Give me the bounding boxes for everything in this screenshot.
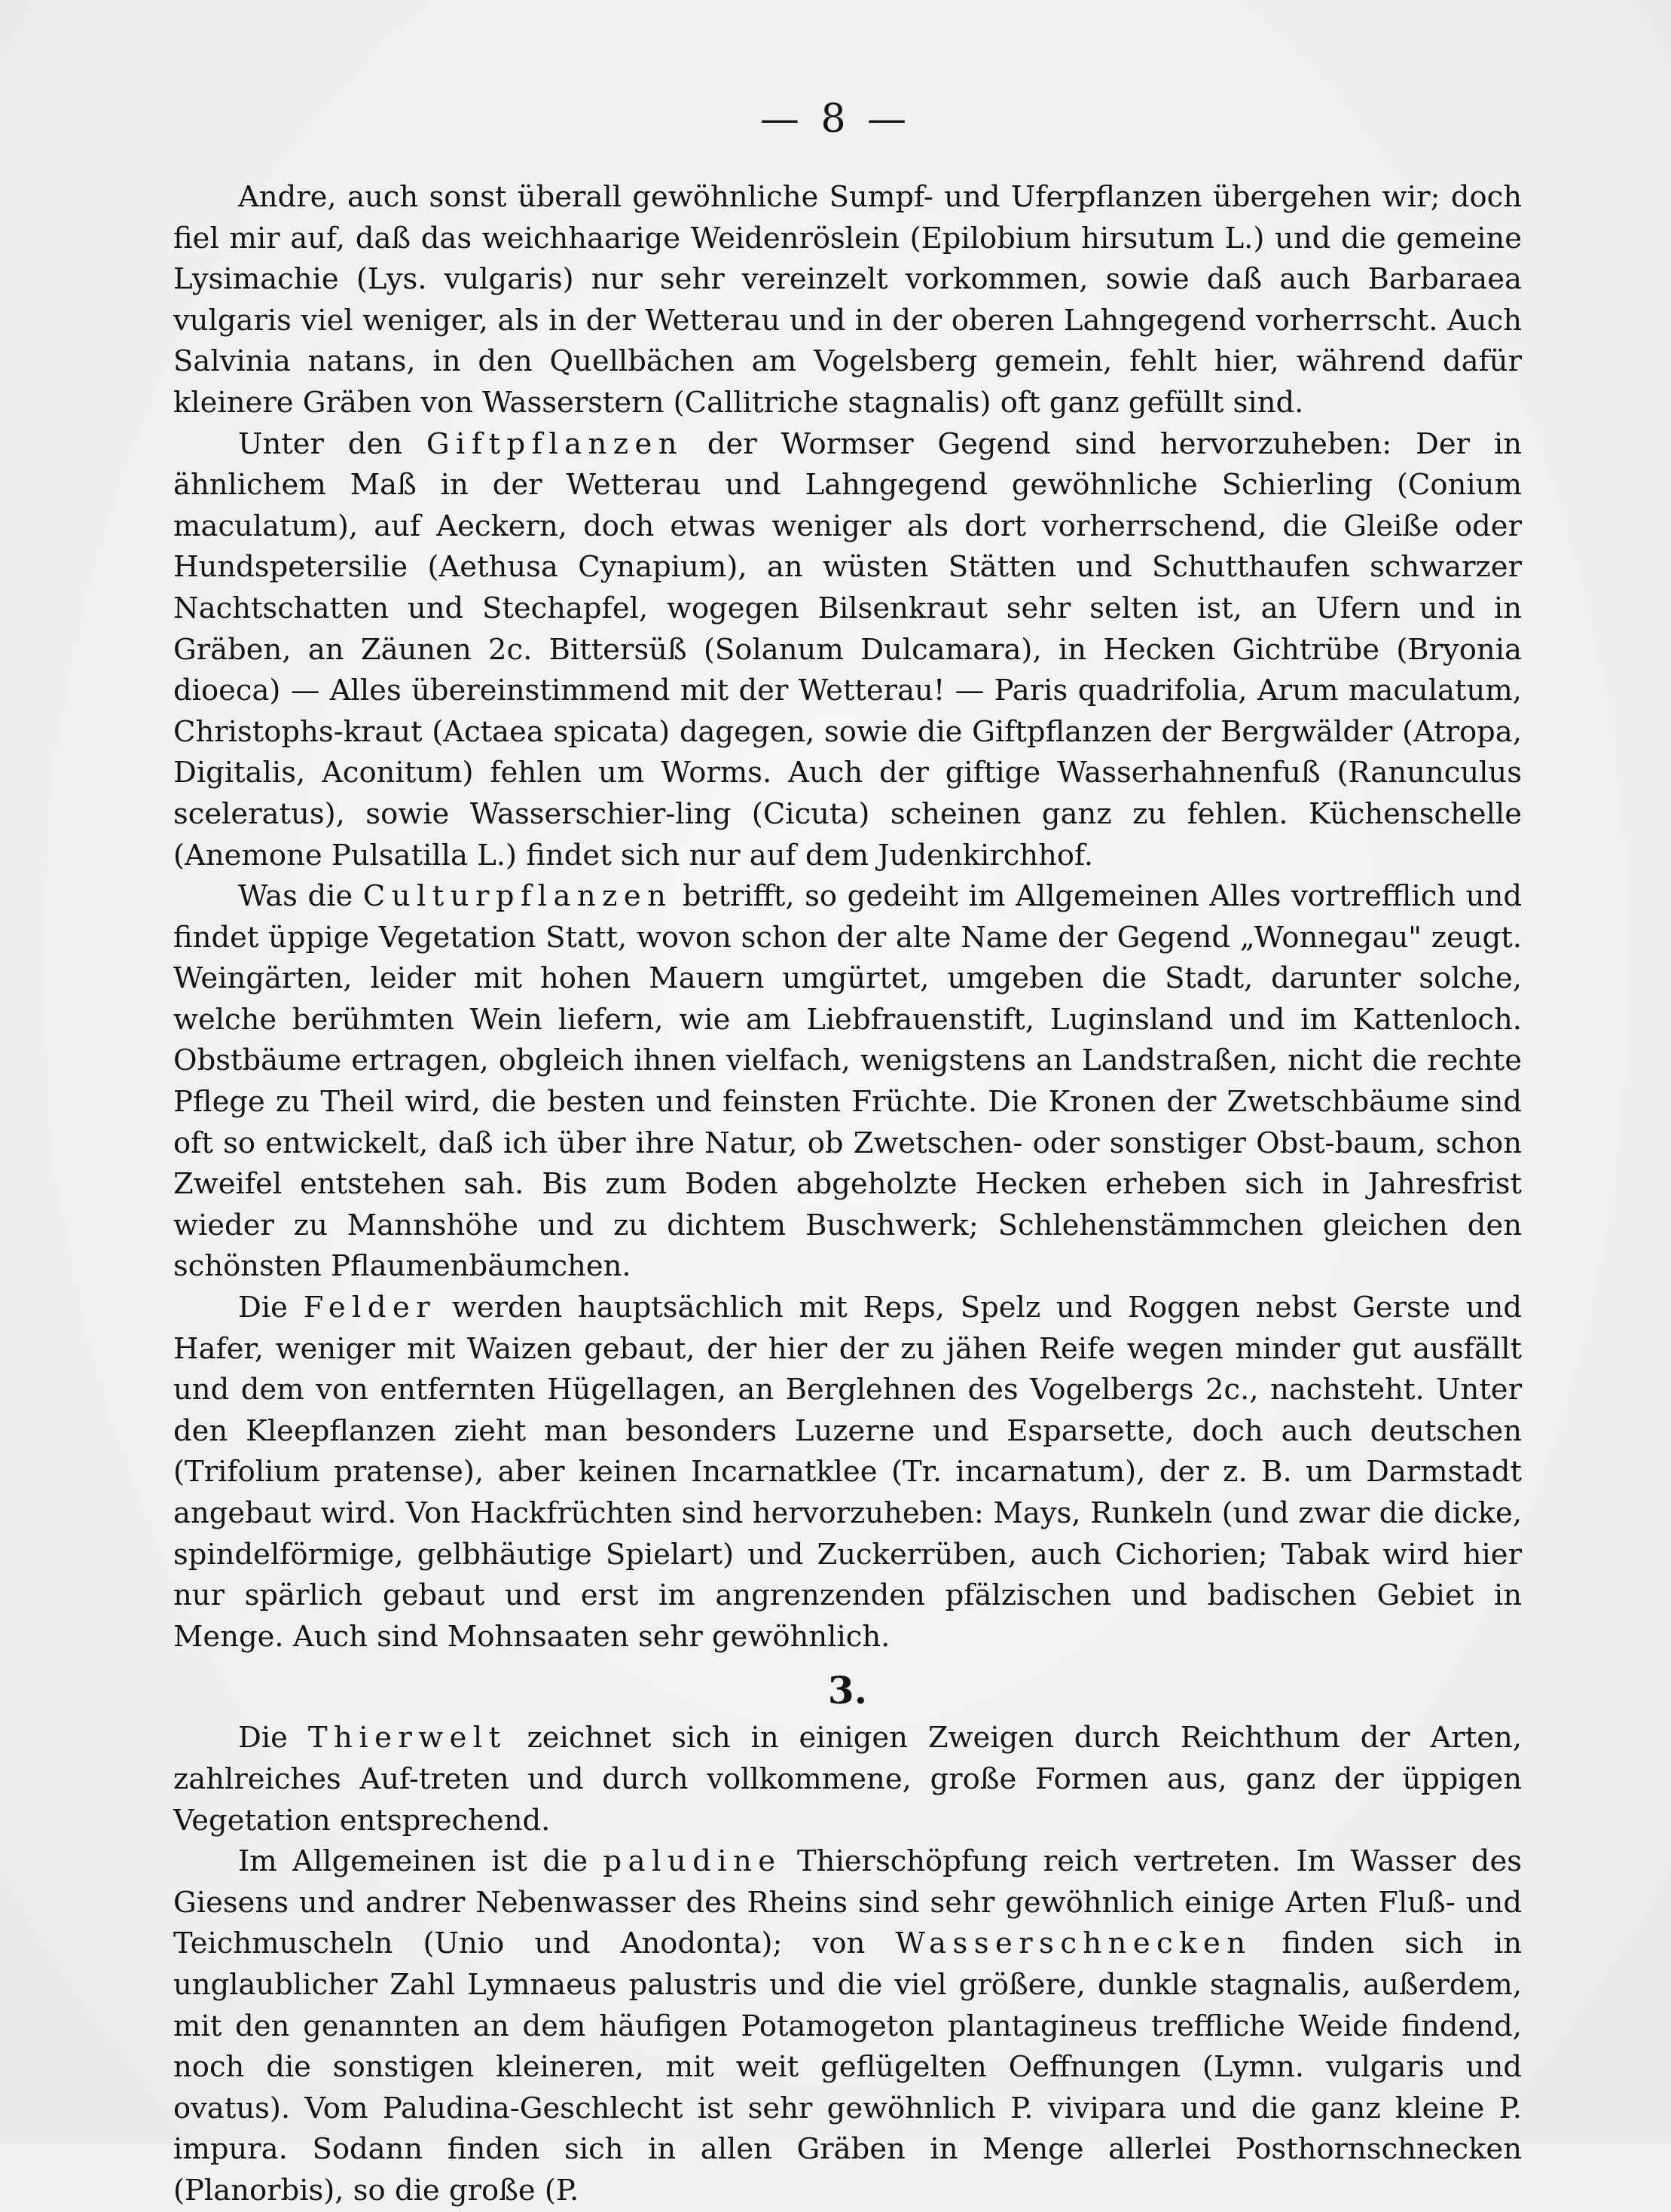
text-run: zeichnet sich in einigen Zweigen durch Reichthum der Arten, zahlreiches Auf-treten und durch vollkommene, große Formen aus, ganz der üppigen Vegetation entsprechend. bbox=[173, 1721, 1523, 1838]
text-run: Was die bbox=[238, 879, 363, 914]
emphasized-term: Wasserschnecken bbox=[895, 1926, 1252, 1961]
page-number: — 8 — bbox=[759, 96, 912, 142]
text-run: werden hauptsächlich mit Reps, Spelz und Roggen nebst Gerste und Hafer, weniger mit Waizen gebaut, der hier der zu jähen Reife wegen minder gut ausfällt und dem von entfernten Hügellagen, an Berglehnen des Vogelbergs 2c., nachsteht. Unter den Kleepflanzen zieht man besonders Luzerne und Esparsette, doch auch deutschen (Trifolium pratense), aber keinen Incarnatklee (Tr. incarnatum), der z. B. um Darmstadt angebaut wird. Von Hackfrüchten sind hervorzuheben: Mays, Runkeln (und zwar die dicke, spindelförmige, gelbhäutige Spielart) und Zuckerrüben, auch Cichorien; Tabak wird hier nur spärlich gebaut und erst im angrenzenden pfälzischen und badischen Gebiet in Menge. Auch sind Mohnsaaten sehr gewöhnlich. bbox=[173, 1291, 1522, 1654]
paragraph-fields bbox=[173, 1288, 1522, 1657]
paragraph-marsh-plants bbox=[173, 177, 1522, 424]
section-number: 3. bbox=[827, 1668, 868, 1713]
text-run: der Wormser Gegend sind hervorzuheben: Der in ähnlichem Maß in der Wetterau und Lahngegend gewöhnliche Schierling (Conium maculatum), auf Aeckern, doch etwas weniger als dort vorherrschend, die Gleiße oder Hundspetersilie (Aethusa Cynapium), an wüsten Stätten und Schutthaufen schwarzer Nachtschatten und Stechapfel, wogegen Bilsenkraut sehr selten ist, an Ufern und in Gräben, an Zäunen 2c. Bittersüß (Solanum Dulcamara), in Hecken Gichtrübe (Bryonia dioeca) — Alles übereinstimmend mit der Wetterau! — Paris quadrifolia, Arum maculatum, Christophs-kraut (Actaea spicata) dagegen, sowie die Giftpflanzen der Bergwälder (Atropa, Digitalis, Aconitum) fehlen um Worms. Auch der giftige Wasserhahnenfuß (Ranunculus sceleratus), sowie Wasserschier-ling (Cicuta) scheinen ganz zu fehlen. Küchenschelle (Anemone Pulsatilla L.) findet sich nur auf dem Judenkirchhof. bbox=[173, 426, 1522, 872]
emphasized-term: Giftpflanzen bbox=[426, 426, 684, 461]
text-run: Unter den bbox=[238, 426, 426, 461]
emphasized-term: Thierwelt bbox=[307, 1721, 507, 1755]
text-run: Thierschöpfung reich vertreten. Im Wasser des Giesens und andrer Nebenwasser des Rheins sind sehr gewöhnlich einige Arten Fluß- und Teichmuscheln (Unio und Anodonta); von bbox=[173, 1844, 1522, 1961]
paragraph-aquatic-fauna bbox=[173, 1841, 1522, 2211]
emphasized-term: Felder bbox=[303, 1291, 437, 1325]
paragraph-poisonous-plants bbox=[173, 424, 1522, 877]
paragraph-animal-world bbox=[173, 1718, 1522, 1841]
body-text bbox=[173, 177, 1522, 2212]
text-run: Die bbox=[238, 1291, 304, 1325]
text-run: Die bbox=[238, 1721, 308, 1755]
text-run: finden sich in unglaublicher Zahl Lymnaeus palustris und die viel größere, dunkle stagnalis, außerdem, mit den genannten an dem häufigen Potamogeton plantagineus treffliche Weide findend, noch die sonstigen kleineren, mit weit geflügelten Oeffnungen (Lymn. vulgaris und ovatus). Vom Paludina-Geschlecht ist sehr gewöhnlich P. vivipara und die ganz kleine P. impura. Sodann finden sich in allen Gräben in Menge allerlei Posthornschnecken (Planorbis), so die große (P. bbox=[173, 1926, 1522, 2207]
text-run: Im Allgemeinen ist die bbox=[238, 1844, 603, 1879]
paragraph-cultivated-plants bbox=[173, 876, 1522, 1288]
text-run: betrifft, so gedeiht im Allgemeinen Alles vortrefflich und findet üppige Vegetation Statt, wovon schon der alte Name der Gegend „Wonnegau" zeugt. Weingärten, leider mit hohen Mauern umgürtet, umgeben die Stadt, darunter solche, welche berühmten Wein liefern, wie am Liebfrauenstift, Luginsland und im Kattenloch. Obstbäume ertragen, obgleich ihnen vielfach, wenigstens an Landstraßen, nicht die rechte Pflege zu Theil wird, die besten und feinsten Früchte. Die Kronen der Zwetschbäume sind oft so entwickelt, daß ich über ihre Natur, ob Zwetschen- oder sonstiger Obst-baum, schon Zweifel entstehen sah. Bis zum Boden abgeholzte Hecken erheben sich in Jahresfrist wieder zu Mannshöhe und zu dichtem Buschwerk; Schlehenstämmchen gleichen den schönsten Pflaumenbäumchen. bbox=[173, 879, 1522, 1284]
emphasized-term: paludine bbox=[603, 1844, 782, 1879]
emphasized-term: Culturpflanzen bbox=[362, 879, 673, 914]
text-run: Andre, auch sonst überall gewöhnliche Sumpf- und Uferpflanzen übergehen wir; doch fiel mir auf, daß das weichhaarige Weidenröslein (Epilobium hirsutum L.) und die gemeine Lysimachie (Lys. vulgaris) nur sehr vereinzelt vorkommen, sowie daß auch Barbaraea vulgaris viel weniger, als in der Wetterau und in der oberen Lahngegend vorherrscht. Auch Salvinia natans, in den Quellbächen am Vogelsberg gemein, fehlt hier, während dafür kleinere Gräben von Wasserstern (Callitriche stagnalis) oft ganz gefüllt sind. bbox=[173, 180, 1522, 420]
